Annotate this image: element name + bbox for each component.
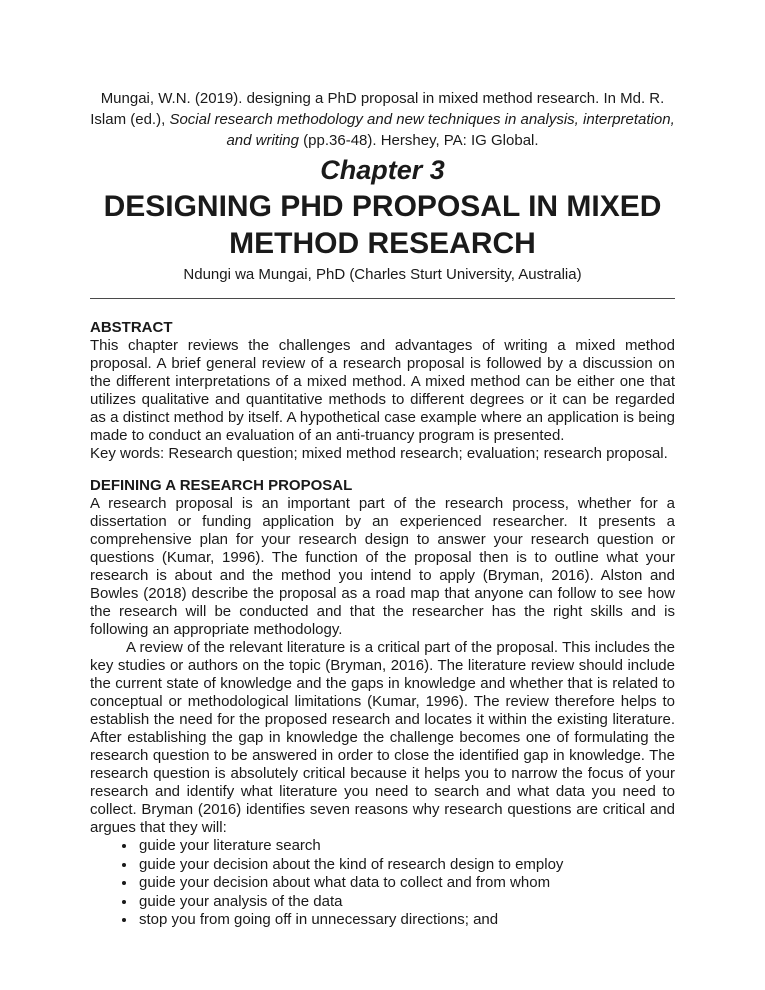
page-title: DESIGNING PHD PROPOSAL IN MIXED METHOD RESEARCH [103, 190, 662, 260]
bullet-item: • guide your decision about the kind of research design to employ [137, 856, 675, 875]
divider-rule [90, 298, 675, 299]
bullet-item: • guide your decision about what data to collect and from whom [137, 874, 675, 893]
citation [90, 88, 675, 151]
keywords-line: Key words: Research question; mixed method research; evaluation; research proposal. [90, 445, 668, 462]
chapter-label: Chapter 3 [320, 155, 445, 185]
bullet-item: • guide your literature search [137, 837, 675, 856]
section-paragraph-2: A review of the relevant literature is a critical part of the proposal. This includes the key studies or authors on the topic (Bryman, 2016). The literature review should include the current state of knowledge and the gaps in knowledge and whether that is related to conceptual or methodological limitations (Kumar, 1996). The review therefore helps to establish the need for the proposed research and locates it within the existing literature. After establishing the gap in knowledge the challenge becomes one of formulating the research question to be answered in order to close the identified gap in knowledge. The research question is absolutely critical because it helps you to narrow the focus of your research and identify what literature you need to search and what data you need to collect. Bryman (2016) identifies seven reasons why research questions are critical and argues that they will: [90, 639, 675, 836]
page-content [90, 88, 675, 930]
citation-post: (pp.36-48). Hershey, PA: IG Global. [299, 132, 539, 149]
section-heading: DEFINING A RESEARCH PROPOSAL [90, 477, 353, 494]
citation-pre: Mungai, W.N. (2019). designing a PhD proposal in mixed method research. In Md. R. Islam (ed.), [90, 90, 665, 128]
bullet-item: • stop you from going off in unnecessary directions; and [137, 911, 675, 930]
abstract-body: This chapter reviews the challenges and advantages of writing a mixed method proposal. A brief general review of a research proposal is followed by a discussion on the different interpretations of a mixed method. A mixed method can be either one that utilizes qualitative and quantitative methods to different degrees or it can be regarded as a distinct method by itself. A hypothetical case example where an application is being made to conduct an evaluation of an anti-truancy program is presented. [90, 337, 675, 444]
citation-book-title: Social research methodology and new techniques in analysis, interpretation, and writing [169, 111, 675, 149]
section-paragraph-1: A research proposal is an important part of the research process, whether for a dissertation or funding application by an experienced researcher. It presents a comprehensive plan for your research design to answer your research question or questions (Kumar, 1996). The function of the proposal then is to outline what your research is about and the method you intend to apply (Bryman, 2016). Alston and Bowles (2018) describe the proposal as a road map that anyone can follow to see how the research will be conducted and that the researcher has the right skills and is following an appropriate methodology. [90, 495, 675, 638]
bullet-item: • guide your analysis of the data [137, 893, 675, 912]
reasons-bullet-list [90, 837, 675, 930]
author-line: Ndungi wa Mungai, PhD (Charles Sturt University, Australia) [183, 266, 582, 283]
abstract-heading: ABSTRACT [90, 319, 173, 336]
